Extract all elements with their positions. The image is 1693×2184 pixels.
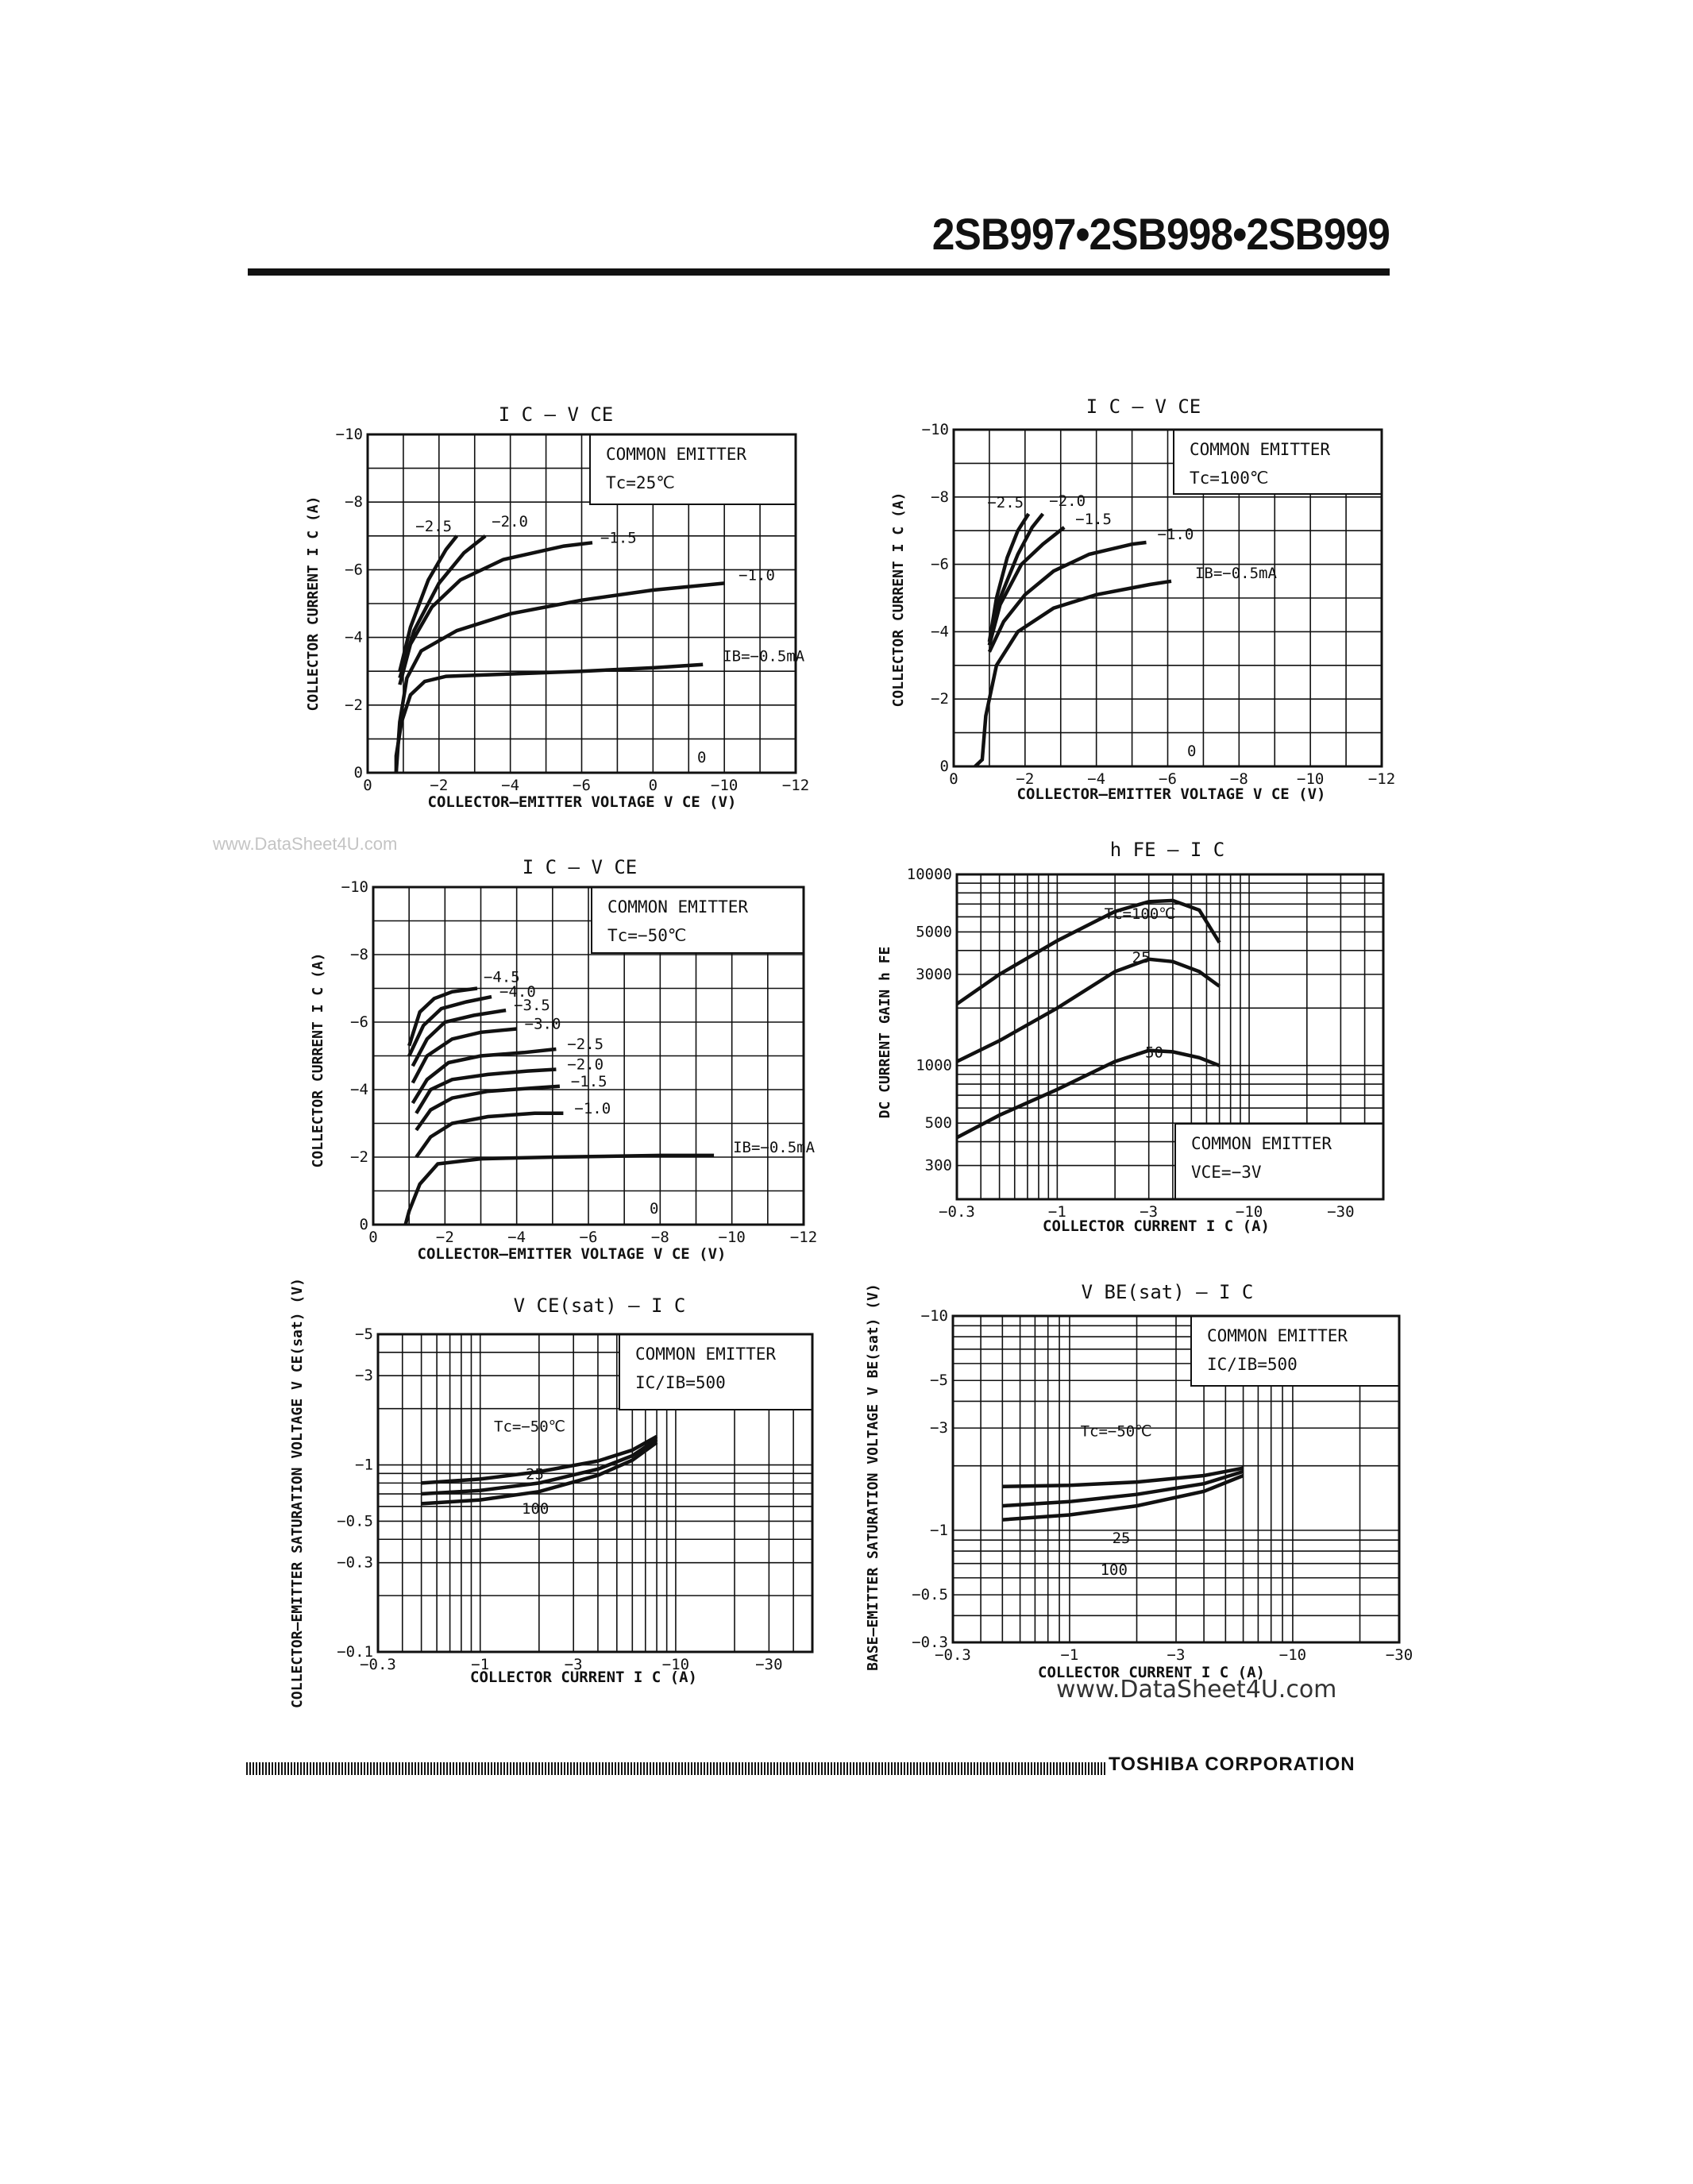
y-tick-label: −4 — [345, 628, 363, 646]
x-tick-label: −4 — [1087, 770, 1106, 788]
series-label: IB=−0.5mA — [733, 1138, 816, 1156]
y-tick-label: −6 — [931, 555, 949, 573]
series-label: −3.0 — [524, 1015, 561, 1033]
series-label: −2.5 — [415, 517, 453, 535]
y-tick-label: −8 — [345, 493, 363, 511]
y-axis-label: COLLECTOR CURRENT I C (A) — [310, 952, 326, 1168]
legend-text: IC/IB=500 — [1207, 1355, 1298, 1374]
x-tick-label: 0 — [648, 777, 658, 794]
y-tick-label: −3 — [930, 1419, 948, 1437]
series-label: Tc=100℃ — [1104, 905, 1176, 923]
y-tick-label: −8 — [350, 946, 368, 963]
y-axis-label: COLLECTOR–EMITTER SATURATION VOLTAGE V CE(sat) (V) — [289, 1278, 306, 1708]
y-tick-label: −0.1 — [337, 1643, 373, 1661]
y-tick-label: −0.5 — [337, 1512, 373, 1530]
y-tick-label: −4 — [350, 1081, 368, 1098]
x-tick-label: −30 — [1385, 1646, 1413, 1664]
series-label: 25 — [1112, 1529, 1131, 1547]
series-label: 100 — [1100, 1561, 1128, 1579]
series-label: −3.5 — [514, 997, 550, 1015]
y-tick-label: 10000 — [906, 866, 952, 883]
y-tick-label: −10 — [335, 426, 363, 443]
series-label: IB=−0.5mA — [1194, 564, 1277, 582]
y-tick-label: −2 — [931, 690, 949, 708]
legend-text: IC/IB=500 — [635, 1373, 726, 1392]
x-tick-label: −12 — [789, 1229, 818, 1246]
x-tick-label: −2 — [435, 1229, 454, 1246]
legend-text: Tc=100℃ — [1190, 469, 1269, 488]
footer-barcode — [246, 1762, 1107, 1775]
series-label: −1.5 — [600, 529, 637, 547]
x-axis-label: COLLECTOR CURRENT I C (A) — [470, 1669, 697, 1686]
y-tick-label: −6 — [350, 1013, 368, 1031]
x-tick-label: −1 — [471, 1656, 490, 1673]
x-tick-label: −4 — [501, 777, 520, 794]
x-tick-label: −4 — [507, 1229, 526, 1246]
y-tick-label: 1000 — [916, 1056, 952, 1075]
x-tick-label: −10 — [661, 1656, 690, 1673]
series-label: −1.0 — [739, 566, 775, 585]
x-tick-label: −10 — [1297, 770, 1325, 788]
series-label: −1.5 — [1075, 510, 1113, 528]
series-label: −2.0 — [567, 1055, 604, 1074]
y-tick-label: −10 — [920, 1307, 948, 1325]
y-axis-label: COLLECTOR CURRENT I C (A) — [890, 492, 907, 708]
series-label: −4.5 — [483, 968, 520, 986]
x-axis-label: COLLECTOR–EMITTER VOLTAGE V CE (V) — [417, 1245, 727, 1263]
series-label: IB=−0.5mA — [723, 647, 805, 666]
y-tick-label: −10 — [921, 421, 949, 438]
chart-annotation: 0 — [1187, 743, 1197, 760]
series-label: −2.0 — [492, 512, 528, 531]
x-axis-label: COLLECTOR–EMITTER VOLTAGE V CE (V) — [1016, 785, 1326, 803]
series-label: Tc=−50℃ — [494, 1418, 566, 1436]
y-axis-label: DC CURRENT GAIN h FE — [877, 946, 893, 1119]
legend-text: COMMON EMITTER — [635, 1345, 777, 1364]
chart-annotation: 0 — [697, 749, 707, 766]
x-tick-label: −6 — [1159, 770, 1177, 788]
series-label: −2.5 — [567, 1036, 604, 1053]
x-tick-label: −2 — [430, 777, 449, 794]
series-label: 25 — [526, 1465, 544, 1484]
x-tick-label: −10 — [711, 777, 739, 794]
legend-text: COMMON EMITTER — [1207, 1326, 1348, 1345]
y-tick-label: 0 — [939, 758, 949, 775]
y-tick-label: 0 — [353, 764, 363, 781]
series-label: −2.0 — [1049, 492, 1086, 510]
x-axis-label: COLLECTOR CURRENT I C (A) — [1043, 1217, 1270, 1235]
series-label: −1.0 — [574, 1099, 611, 1117]
y-tick-label: −0.3 — [337, 1553, 373, 1572]
y-tick-label: −0.3 — [912, 1634, 948, 1651]
series-label: 25 — [1132, 948, 1151, 967]
chart-title: I C — V CE — [522, 856, 638, 878]
x-tick-label: 0 — [949, 770, 958, 788]
x-tick-label: −0.3 — [935, 1646, 971, 1664]
footer-company: TOSHIBA CORPORATION — [1109, 1754, 1356, 1775]
chart-annotation: 0 — [650, 1200, 659, 1217]
legend-text: COMMON EMITTER — [606, 445, 747, 464]
chart-title: I C — V CE — [1086, 396, 1201, 418]
y-tick-label: 300 — [924, 1156, 952, 1175]
y-tick-label: 500 — [924, 1114, 952, 1133]
y-tick-label: 0 — [359, 1216, 368, 1233]
x-tick-label: −12 — [1367, 770, 1396, 788]
x-tick-label: −2 — [1016, 770, 1035, 788]
y-tick-label: −1 — [930, 1521, 948, 1539]
y-tick-label: −10 — [341, 878, 368, 896]
y-axis-label: COLLECTOR CURRENT I C (A) — [305, 496, 322, 712]
legend-text: Tc=25℃ — [606, 473, 675, 492]
y-tick-label: −5 — [355, 1325, 373, 1343]
y-tick-label: −4 — [931, 623, 949, 641]
x-tick-label: −0.3 — [939, 1203, 975, 1221]
y-tick-label: −6 — [345, 561, 363, 579]
x-axis-label: COLLECTOR–EMITTER VOLTAGE V CE (V) — [427, 793, 737, 811]
series-label: Tc=−50℃ — [1080, 1422, 1152, 1441]
watermark-top: www.DataSheet4U.com — [213, 834, 398, 854]
y-tick-label: −0.5 — [912, 1586, 948, 1604]
series-label: 100 — [522, 1500, 550, 1518]
x-tick-label: −6 — [573, 777, 591, 794]
series-label: −50 — [1136, 1044, 1163, 1062]
y-tick-label: −1 — [355, 1456, 373, 1474]
chart-title: h FE — I C — [1109, 839, 1225, 861]
x-tick-label: −6 — [579, 1229, 598, 1246]
chart-title: V CE(sat) — I C — [513, 1295, 686, 1317]
x-axis-label: COLLECTOR CURRENT I C (A) — [1038, 1664, 1265, 1681]
x-tick-label: −10 — [718, 1229, 746, 1246]
series-label: −2.5 — [987, 494, 1024, 511]
y-tick-label: −8 — [931, 488, 949, 506]
y-tick-label: 5000 — [916, 923, 952, 941]
x-tick-label: −12 — [781, 777, 810, 794]
series-label: −1.0 — [1157, 526, 1194, 544]
legend-text: Tc=−50℃ — [607, 926, 687, 945]
y-axis-label: BASE–EMITTER SATURATION VOLTAGE V BE(sat) (V) — [865, 1283, 881, 1671]
x-tick-label: −3 — [1167, 1646, 1186, 1664]
series-label: −4.0 — [499, 983, 536, 1001]
x-tick-label: −1 — [1047, 1203, 1066, 1221]
x-tick-label: −30 — [1327, 1203, 1355, 1221]
y-tick-label: 3000 — [916, 965, 952, 983]
x-tick-label: 0 — [368, 1229, 378, 1246]
x-tick-label: −1 — [1060, 1646, 1079, 1664]
x-tick-label: −10 — [1278, 1646, 1307, 1664]
series-label: −1.5 — [570, 1072, 607, 1090]
watermark-bottom: www.DataSheet4U.com — [1056, 1676, 1337, 1704]
chart-title: I C — V CE — [498, 403, 614, 426]
chart-title: V BE(sat) — I C — [1081, 1281, 1254, 1303]
legend-text: VCE=−3V — [1191, 1163, 1262, 1182]
x-tick-label: −3 — [564, 1656, 583, 1673]
x-tick-label: −10 — [1235, 1203, 1263, 1221]
legend-text: COMMON EMITTER — [1191, 1134, 1332, 1153]
x-tick-label: −3 — [1140, 1203, 1159, 1221]
x-tick-label: −8 — [1229, 770, 1248, 788]
y-tick-label: −2 — [350, 1148, 368, 1166]
chart-plot-area — [865, 1281, 1413, 1681]
legend-text: COMMON EMITTER — [607, 897, 749, 916]
x-tick-label: −8 — [650, 1229, 669, 1246]
page-title: 2SB997•2SB998•2SB999 — [931, 209, 1390, 259]
x-tick-label: 0 — [363, 777, 372, 794]
y-tick-label: −2 — [345, 696, 363, 714]
x-tick-label: −0.3 — [360, 1656, 396, 1673]
legend-text: COMMON EMITTER — [1190, 440, 1331, 459]
x-tick-label: −30 — [755, 1656, 783, 1673]
y-tick-label: −5 — [930, 1372, 948, 1390]
y-tick-label: −3 — [355, 1367, 373, 1385]
